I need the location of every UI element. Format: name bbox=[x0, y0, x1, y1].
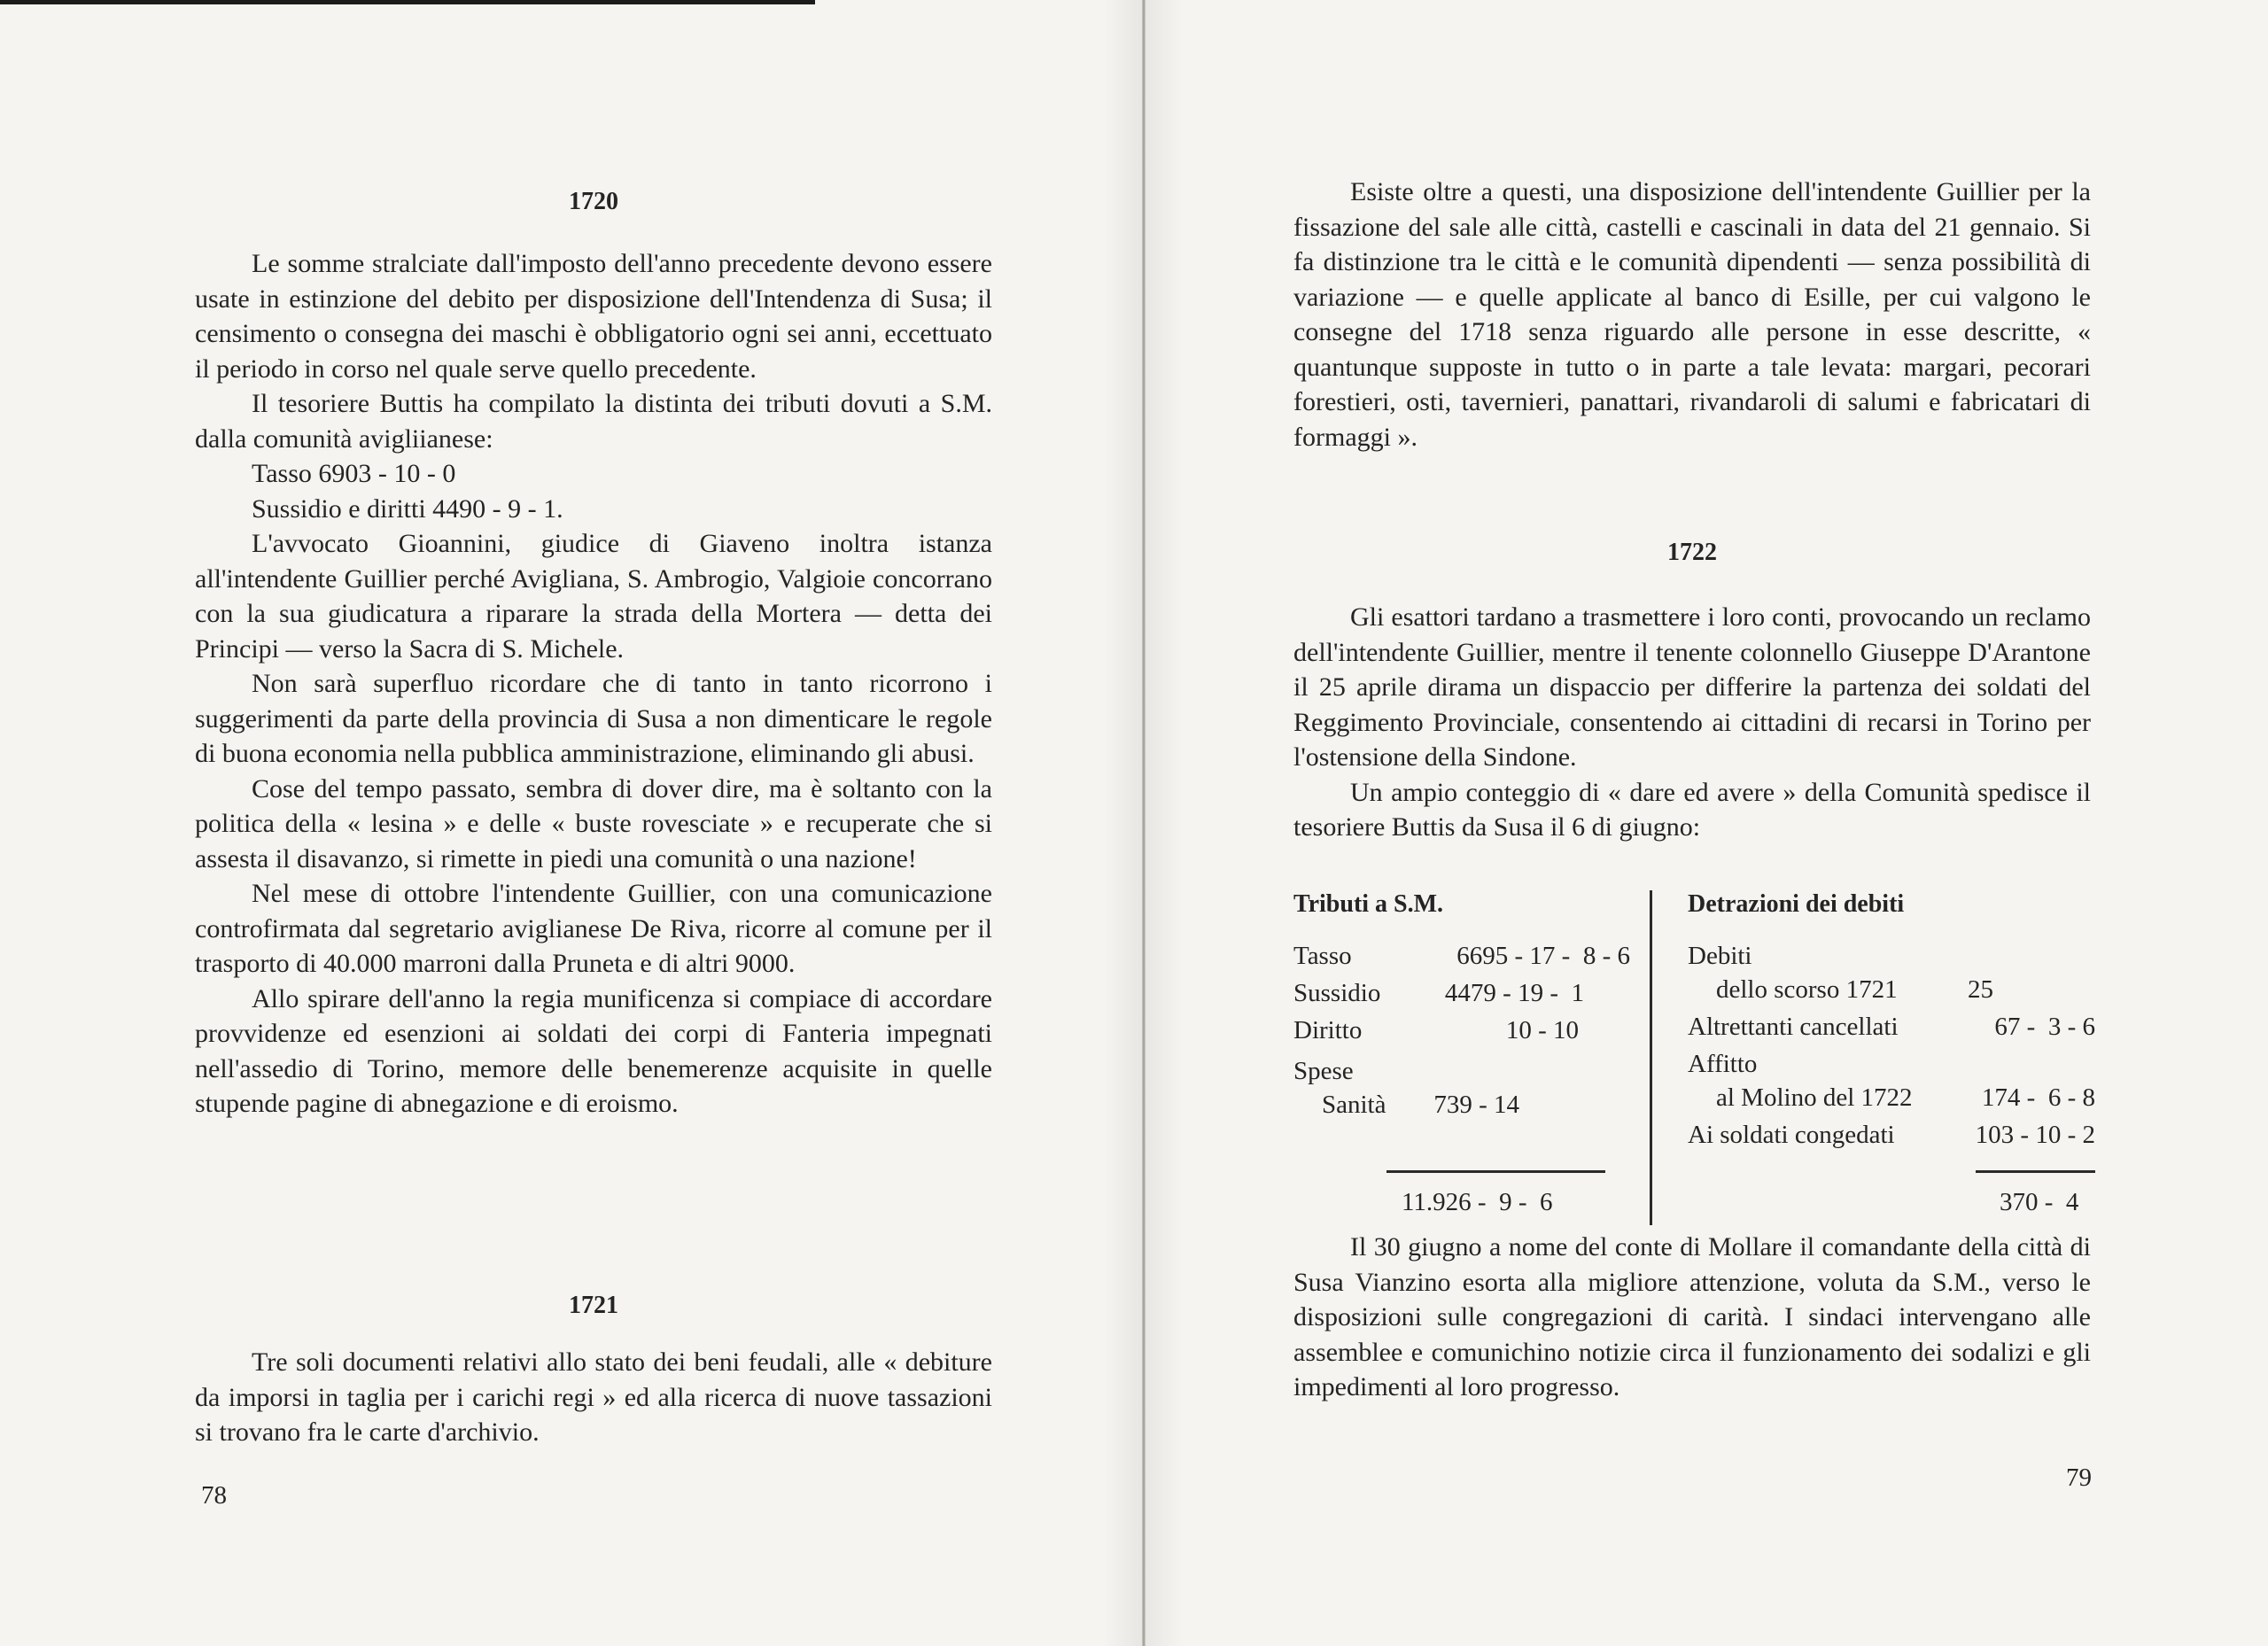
scorso-label: dello scorso 1721 bbox=[1716, 975, 1898, 1004]
sanita-label: Sanità bbox=[1322, 1091, 1386, 1119]
sum-rule-left bbox=[1386, 1170, 1605, 1173]
sum-rule-right bbox=[1976, 1170, 2095, 1173]
paragraph: Un ampio conteggio di « dare ed avere » della Comunità spedisce il tesoriere Buttis da Susa il 6 di giugno: bbox=[1293, 777, 2091, 842]
right-total: 370 - 4 bbox=[2000, 1188, 2079, 1216]
soldati-value: 103 - 10 - 2 bbox=[1975, 1121, 2095, 1149]
accounts-table bbox=[1293, 890, 2095, 1227]
table-row bbox=[1293, 1057, 1630, 1091]
page-number-left: 78 bbox=[201, 1481, 227, 1510]
section-1720-text bbox=[195, 246, 992, 1122]
right-page bbox=[1146, 0, 2268, 1646]
detrazioni-column bbox=[1688, 890, 2095, 1216]
row-label: Diritto bbox=[1293, 1016, 1363, 1044]
soldati-label: Ai soldati congedati bbox=[1688, 1121, 1895, 1149]
tributi-column bbox=[1293, 890, 1630, 1216]
row-value: 4479 - 19 - 1 bbox=[1444, 979, 1584, 1007]
table-row bbox=[1293, 942, 1630, 979]
heading-1722: 1722 bbox=[1667, 539, 1717, 566]
spese-label: Spese bbox=[1293, 1057, 1354, 1085]
section-1722-text bbox=[1293, 600, 2091, 845]
sanita-value: 739 - 14 bbox=[1433, 1091, 1519, 1119]
page-number-right: 79 bbox=[2066, 1464, 2092, 1492]
paragraph: Non sarà superfluo ricordare che di tanto in tanto ricorrono i suggerimenti da parte della provincia di Susa a non dimenticare le regole di buona economia nella pubblica amministrazione, eliminando gli abusi. bbox=[195, 669, 992, 768]
scorso-value: 25 bbox=[1968, 975, 1993, 1004]
molino-value: 174 - 6 - 8 bbox=[1981, 1083, 2095, 1112]
cancellati-value: 67 - 3 - 6 bbox=[1994, 1013, 2095, 1041]
paragraph: Gli esattori tardano a trasmettere i loro conti, provocando un reclamo dell'intendente Guillier, mentre il tenente colonnello Giuseppe D'Arantone il 25 aprile dirama un dispaccio per differire la partenza dei soldati del Reggimento Provinciale, consentendo ai cittadini di recarsi in Torino per l'ostensione della Sindone. bbox=[1293, 602, 2091, 772]
table-row bbox=[1293, 1091, 1630, 1128]
paragraph: L'avvocato Gioannini, giudice di Giaveno inoltra istanza all'intendente Guillier perché Avigliana, S. Ambrogio, Valgioie concorrano con la sua giudicatura a riparare la strada della Mortera — detta dei Principi — verso la Sacra di S. Michele. bbox=[195, 529, 992, 664]
heading-1720: 1720 bbox=[569, 188, 618, 215]
heading-1721: 1721 bbox=[569, 1292, 618, 1319]
final-text bbox=[1293, 1230, 2091, 1405]
tasso-line: Tasso 6903 - 10 - 0 bbox=[252, 459, 456, 488]
sussidio-line: Sussidio e diritti 4490 - 9 - 1. bbox=[252, 493, 563, 524]
detrazioni-header: Detrazioni dei debiti bbox=[1688, 890, 1905, 918]
table-row bbox=[1293, 979, 1630, 1016]
table-row bbox=[1688, 1050, 2095, 1083]
table-row bbox=[1688, 942, 2095, 975]
row-value: 10 - 10 bbox=[1505, 1016, 1579, 1044]
paragraph: Nel mese di ottobre l'intendente Guillier, con una comunicazione controfirmata dal segretario aviglianese De Riva, ricorre al comune per il trasporto di 40.000 marroni dalla Pruneta e di altri 9000. bbox=[195, 879, 992, 978]
intro-text bbox=[1293, 175, 2091, 454]
paragraph: Le somme stralciate dall'imposto dell'anno precedente devono essere usate in estinzione del debito per disposizione dell'Intendenza di Susa; il censimento o consegna dei maschi è obbligatorio ogni sei anni, eccettuato il periodo in corso nel quale serve quello precedente. bbox=[195, 249, 992, 384]
paragraph: Il tesoriere Buttis ha compilato la distinta dei tributi dovuti a S.M. dalla comunità avigliianese: bbox=[195, 389, 992, 454]
table-row bbox=[1688, 1013, 2095, 1050]
paragraph: Tre soli documenti relativi allo stato dei beni feudali, alle « debiture da imporsi in taglia per i carichi regi » ed alla ricerca di nuove tassazioni si trovano fra le carte d'archivio. bbox=[195, 1347, 992, 1447]
table-row bbox=[1293, 1016, 1630, 1053]
row-value: 6695 - 17 - 8 - 6 bbox=[1456, 942, 1630, 970]
section-1721-text bbox=[195, 1345, 992, 1450]
paragraph: Il 30 giugno a nome del conte di Mollare il comandante della città di Susa Vianzino esorta alla migliore attenzione, voluta da S.M., verso le disposizioni sulle congregazioni di carità. I sindaci intervengano alle assemblee e comunichino notizie circa il funzionamento dei sodalizi e gli impedimenti al loro progresso. bbox=[1293, 1232, 2091, 1401]
affitto-label: Affitto bbox=[1688, 1050, 1758, 1078]
table-row bbox=[1688, 975, 2095, 1013]
cancellati-label: Altrettanti cancellati bbox=[1688, 1013, 1899, 1041]
row-label: Tasso bbox=[1293, 942, 1352, 970]
tributi-header: Tributi a S.M. bbox=[1293, 890, 1444, 918]
paragraph: Allo spirare dell'anno la regia munificenza si compiace di accordare provvidenze ed esenzioni ai soldati dei corpi di Fanteria impegnati nell'assedio di Torino, memore delle benemerenze acquisite in quelle stupende pagine di abnegazione e di eroismo. bbox=[195, 983, 992, 1118]
table-row bbox=[1688, 1121, 2095, 1158]
molino-label: al Molino del 1722 bbox=[1716, 1083, 1913, 1112]
row-label: Sussidio bbox=[1293, 979, 1381, 1007]
paragraph: Esiste oltre a questi, una disposizione dell'intendente Guillier per la fissazione del sale alle città, castelli e cascinali in data del 21 gennaio. Si fa distinzione tra le città e le comunità dipendenti — senza possibilità di variazione — e quelle applicate al banco di Esille, per cui valgono le consegne del 1718 senza riguardo alle persone in esse descritte, « quantunque supposte in tutto o in parte a tale levata: margari, pecorari forestieri, osti, tavernieri, panattari, rivandaroli di salumi e fabricatari di formaggi ». bbox=[1293, 177, 2091, 452]
table-row bbox=[1688, 1083, 2095, 1121]
paragraph: Cose del tempo passato, sembra di dover dire, ma è soltanto con la politica della « lesina » e delle « buste rovesciate » e recuperate che si assesta il disavanzo, si rimette in piedi una comunità o una nazione! bbox=[195, 773, 992, 873]
table-divider bbox=[1650, 890, 1652, 1225]
left-total: 11.926 - 9 - 6 bbox=[1402, 1188, 1553, 1216]
debiti-label: Debiti bbox=[1688, 942, 1752, 970]
